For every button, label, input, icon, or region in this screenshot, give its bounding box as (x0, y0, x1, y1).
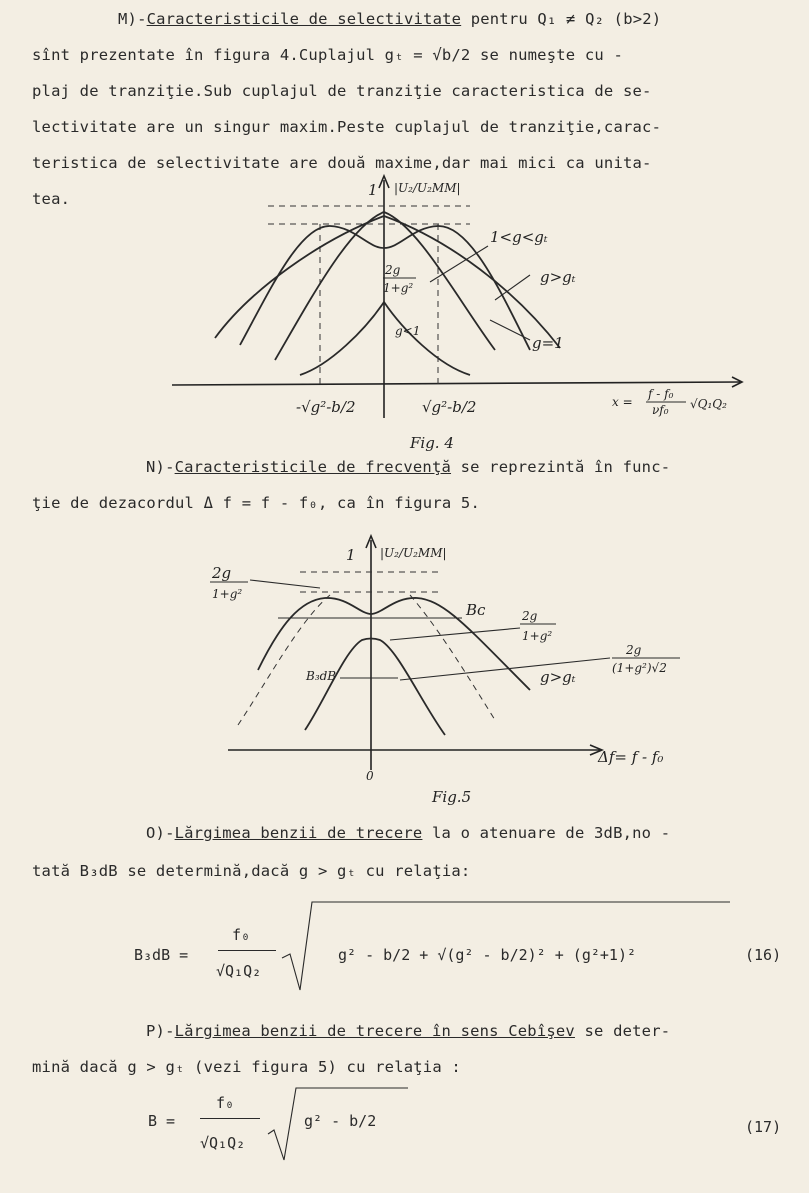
section-m-line-6: tea. (32, 190, 71, 208)
fig4-caption: Fig. 4 (410, 434, 454, 452)
fig5-y-label: |U₂/U₂MM| (380, 546, 447, 560)
fig5-label-bc: Bᴄ (466, 601, 486, 619)
fig5-y-one: 1 (346, 546, 356, 564)
eq17-num: f₀ (216, 1094, 235, 1112)
section-o-line-1: O)-Lărgimea benzii de trecere la o atenuare de 3dB,no - (146, 824, 671, 842)
fig4-x-right: √g²-b/2 (422, 398, 477, 416)
eq17-den: √Q₁Q₂ (200, 1134, 246, 1152)
fig4-peak-num: 2g (385, 263, 401, 277)
fig4-x-sqrt: √Q₁Q₂ (690, 397, 727, 411)
fig4-y-one: 1 (368, 181, 378, 199)
fig5-curve-narrow (305, 639, 445, 736)
section-n-line-2: ţie de dezacordul Δ f = f - f₀, ca în figura 5. (32, 494, 480, 512)
fig5-mid-num: 2g (522, 609, 538, 623)
fig4-curve-g-lt-1 (300, 302, 470, 375)
section-n-line-1: N)-Caracteristicile de frecvenţă se reprezintă în func- (146, 458, 671, 476)
eq16-number: (16) (745, 946, 782, 964)
fig5-x-origin: 0 (366, 769, 374, 783)
fig5-x-axis-label: Δf= f - f₀ (598, 748, 664, 766)
fig5-curve-dashed (238, 595, 495, 725)
fig4-x-den: νf₀ (652, 403, 669, 417)
fig5-label-b3db: B₃dB (306, 669, 337, 683)
section-o-line-2: tată B₃dB se determină,dacă g > gₜ cu relaţia: (32, 862, 471, 880)
section-m-line-5: teristica de selectivitate are două maxime,dar mai mici ca unita- (32, 154, 652, 172)
section-m-line-4: lectivitate are un singur maxim.Peste cuplajul de tranziţie,carac- (32, 118, 662, 136)
section-n-title: Caracteristicile de frecvenţă (174, 458, 452, 476)
section-p-line-2: mină dacă g > gₜ (vezi figura 5) cu relaţia : (32, 1058, 461, 1076)
section-m-line-3: plaj de tranziţie.Sub cuplajul de tranziţie caracteristica de se- (32, 82, 652, 100)
section-p-title: Lărgimea benzii de trecere în sens Cebîşev (174, 1022, 575, 1040)
fig4-peak-den: 1+g² (383, 281, 414, 295)
fig4-label-eq: g=1 (532, 334, 564, 352)
fig5-right-num: 2g (626, 643, 642, 657)
eq16-body: g² - b/2 + √(g² - b/2)² + (g²+1)² (338, 946, 637, 964)
eq17-number: (17) (745, 1118, 782, 1136)
fig5-left-num: 2g (212, 564, 232, 582)
eq17-body: g² - b/2 (304, 1112, 377, 1130)
fig4-x-num: f - f₀ (648, 387, 674, 401)
fig5-left-den: 1+g² (212, 587, 243, 601)
fig4-y-label: |U₂/U₂MM| (394, 181, 461, 195)
fig5-right-den: (1+g²)√2 (612, 661, 667, 675)
section-p-line-1: P)-Lărgimea benzii de trecere în sens Cebîşev se deter- (146, 1022, 671, 1040)
fig4-label-gt: g>gₜ (540, 268, 576, 286)
fig5-caption: Fig.5 (432, 788, 472, 806)
eq17-lhs: B = (148, 1112, 176, 1130)
fig5-mid-den: 1+g² (522, 629, 553, 643)
figure-4 (0, 170, 809, 470)
fig4-x-axis (172, 382, 740, 385)
figure-5 (0, 530, 809, 810)
section-o-title: Lărgimea benzii de trecere (174, 824, 423, 842)
eq16-den: √Q₁Q₂ (216, 962, 262, 980)
section-m-line-2: sînt prezentate în figura 4.Cuplajul gₜ = √b/2 se numeşte cu - (32, 46, 623, 64)
fig4-label-range: 1<g<gₜ (490, 228, 548, 246)
section-m-title: Caracteristicile de selectivitate (146, 10, 462, 28)
fig4-x-left: -√g²-b/2 (296, 398, 356, 416)
fig4-x-lhs: x = (612, 395, 633, 409)
eq16-num: f₀ (232, 926, 251, 944)
section-m-line-1: M)-Caracteristicile de selectivitate pentru Q₁ ≠ Q₂ (b>2) (118, 10, 662, 28)
fig5-label-gt: g>gₜ (540, 668, 576, 686)
fig5-curve-gt (258, 598, 530, 690)
eq16-lhs: B₃dB = (134, 946, 189, 964)
fig4-label-lt: g<1 (395, 324, 421, 338)
